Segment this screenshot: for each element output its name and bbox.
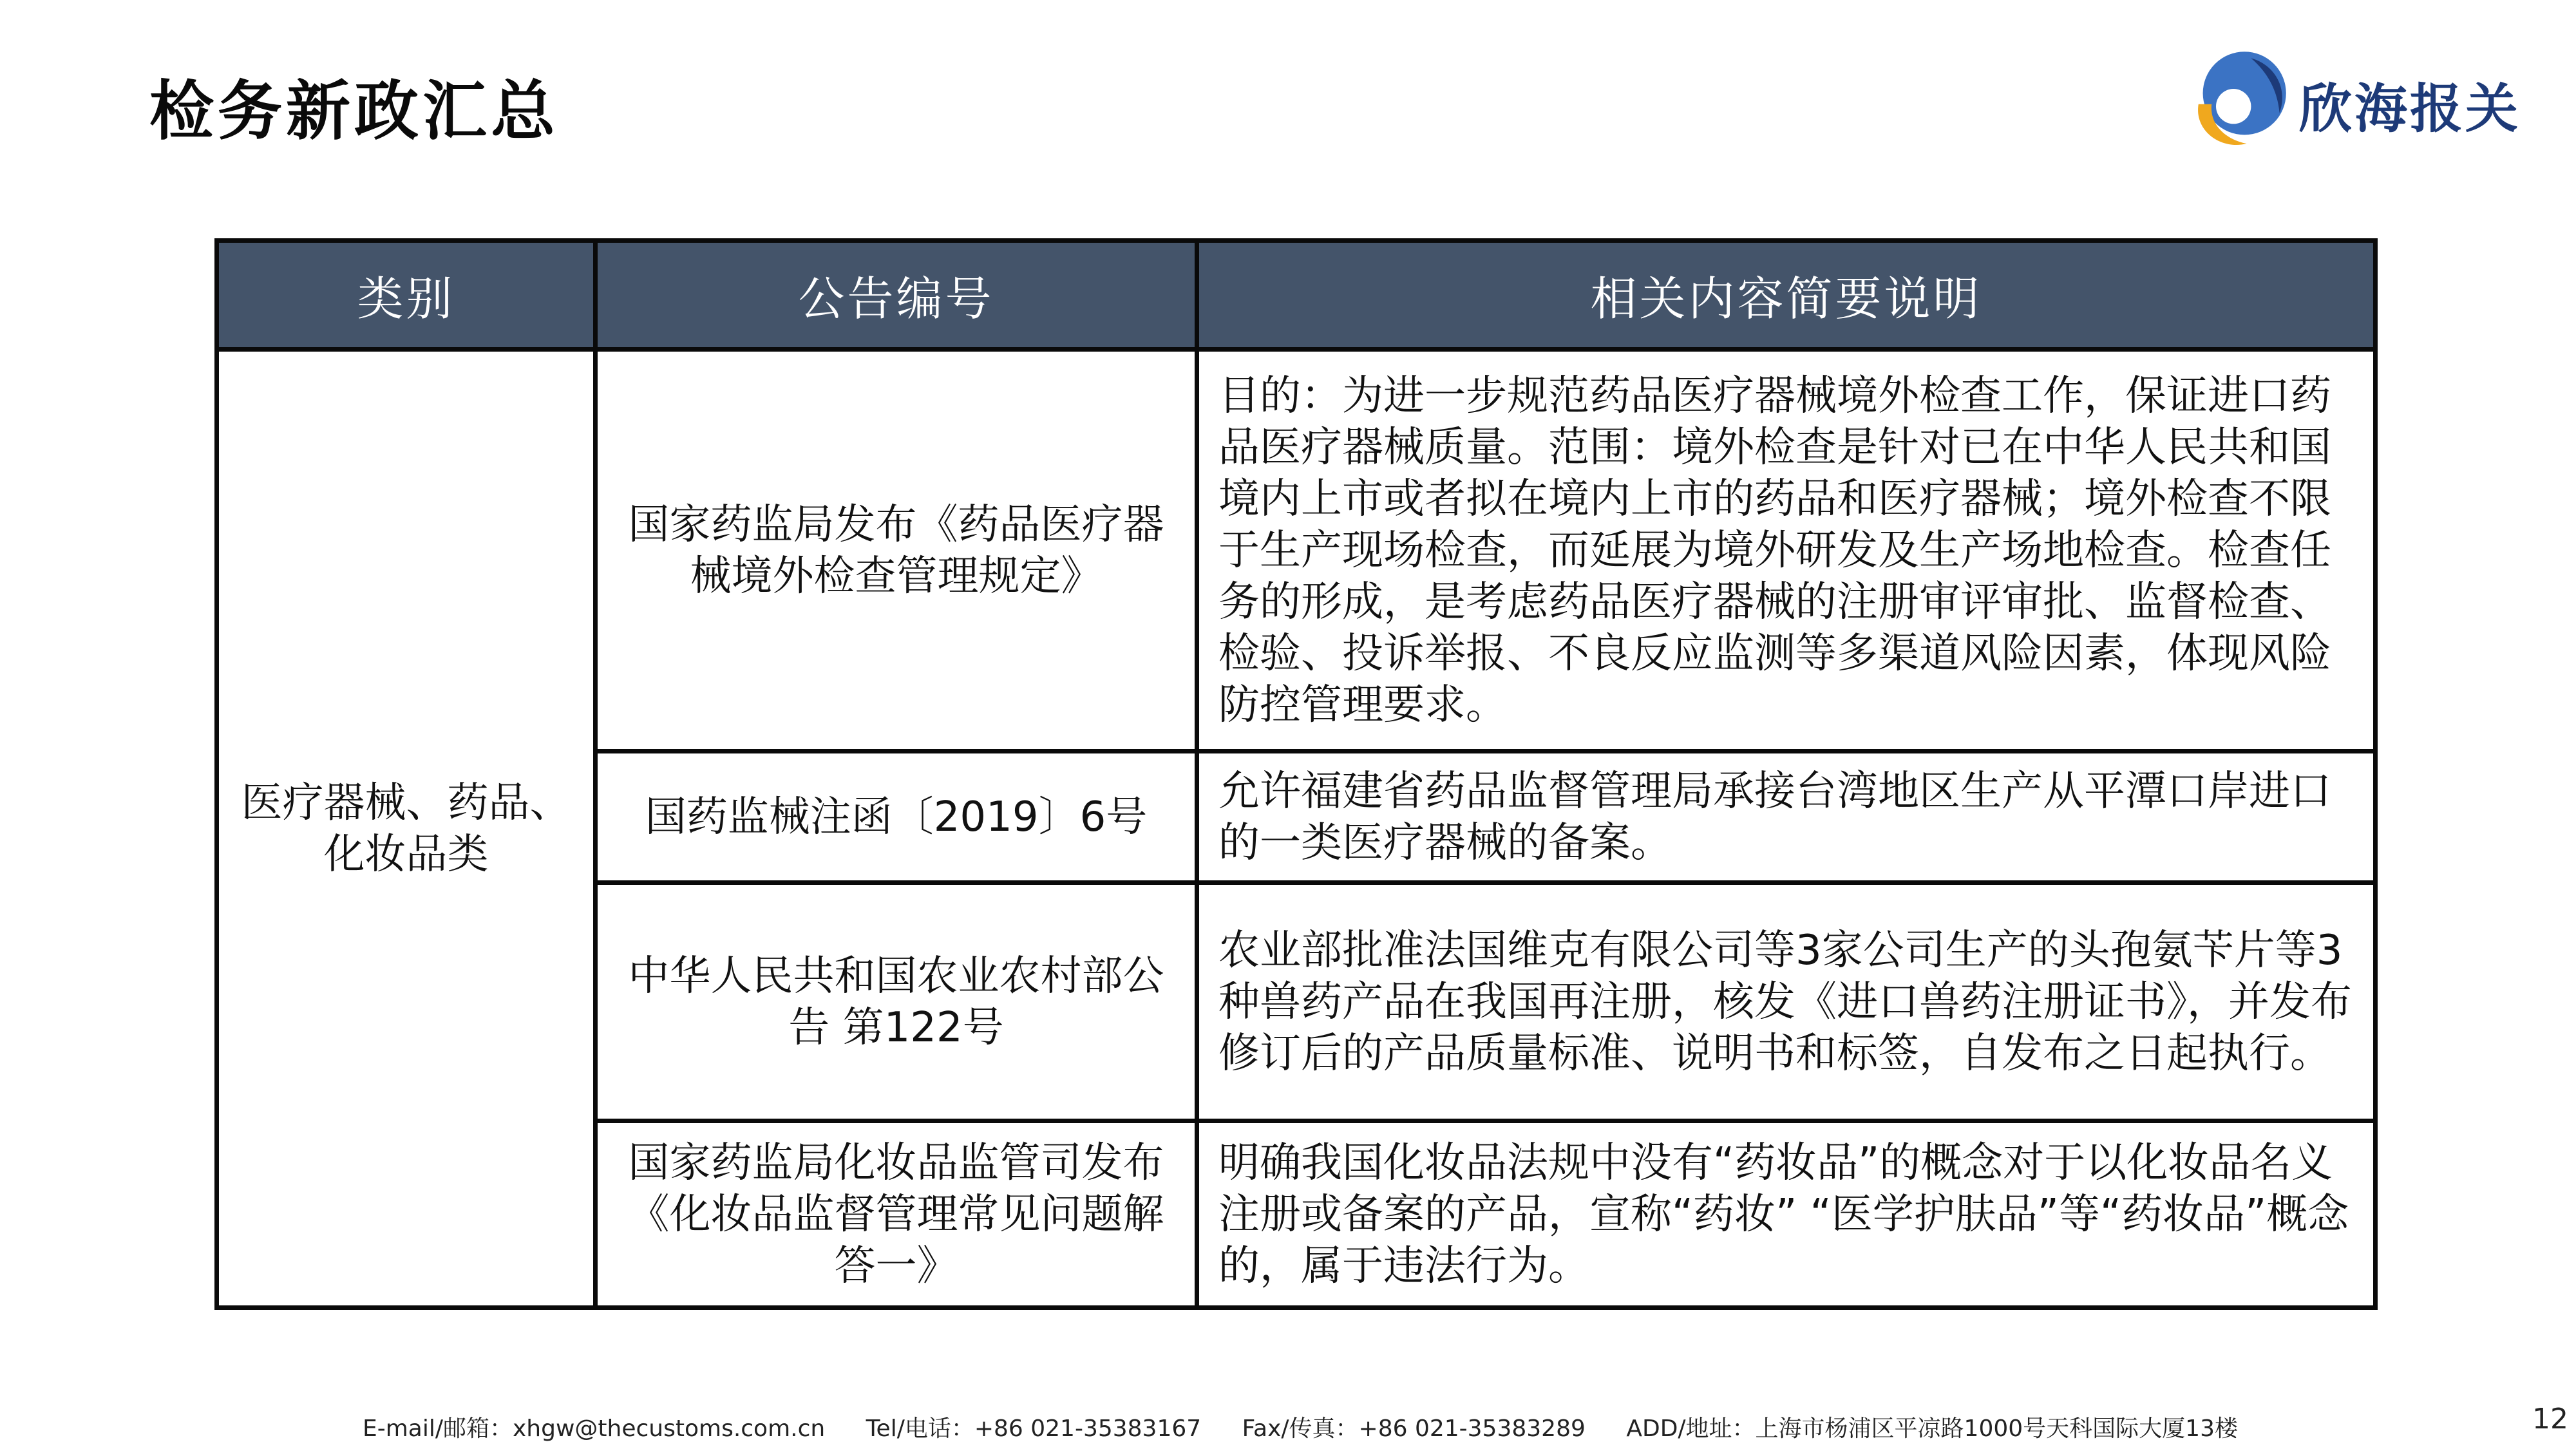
table-row [217, 350, 2376, 752]
header-category: 类别 [217, 241, 596, 350]
summary-cell: 农业部批准法国维克有限公司等3家公司生产的头孢氨苄片等3种兽药产品在我国再注册，核发《进口兽药注册证书》，并发布修订后的产品质量标准、说明书和标签，自发布之日起执行。 [1197, 883, 2376, 1121]
footer-tel: Tel/电话：+86 021-35383167 [866, 1416, 1202, 1442]
notice-cell: 国药监械注函〔2019〕6号 [596, 752, 1197, 883]
notice-cell: 国家药监局发布《药品医疗器械境外检查管理规定》 [596, 350, 1197, 752]
footer-email: E-mail/邮箱：xhgw@thecustoms.com.cn [363, 1416, 826, 1442]
footer-address: ADD/地址：上海市杨浦区平凉路1000号天科国际大厦13楼 [1626, 1416, 2238, 1442]
footer-contact [363, 1410, 2271, 1443]
brand-logo [2183, 39, 2531, 155]
notice-cell: 国家药监局化妆品监管司发布《化妆品监督管理常见问题解答一》 [596, 1121, 1197, 1308]
notice-cell: 中华人民共和国农业农村部公告 第122号 [596, 883, 1197, 1121]
page-title: 检务新政汇总 [149, 73, 559, 149]
footer-fax: Fax/传真：+86 021-35383289 [1242, 1416, 1586, 1442]
header-summary: 相关内容简要说明 [1197, 241, 2376, 350]
summary-cell: 明确我国化妆品法规中没有“药妆品”的概念对于以化妆品名义注册或备案的产品，宣称“药妆” “医学护肤品”等“药妆品”概念的，属于违法行为。 [1197, 1121, 2376, 1308]
category-cell: 医疗器械、药品、化妆品类 [217, 350, 596, 1308]
brand-swirl-icon [2183, 45, 2293, 155]
summary-cell: 目的：为进一步规范药品医疗器械境外检查工作，保证进口药品医疗器械质量。范围：境外检查是针对已在中华人民共和国境内上市或者拟在境内上市的药品和医疗器械；境外检查不限于生产现场检查，而延展为境外研发及生产场地检查。检查任务的形成，是考虑药品医疗器械的注册审评审批、监督检查、检验、投诉举报、不良反应监测等多渠道风险因素，体现风险防控管理要求。 [1197, 350, 2376, 752]
header-notice-number: 公告编号 [596, 241, 1197, 350]
brand-name: 欣海报关 [2299, 79, 2521, 140]
table-header-row [217, 241, 2376, 350]
summary-cell: 允许福建省药品监督管理局承接台湾地区生产从平潭口岸进口的一类医疗器械的备案。 [1197, 752, 2376, 883]
page-number: 12 [2532, 1403, 2568, 1435]
policy-table [214, 238, 2378, 1310]
